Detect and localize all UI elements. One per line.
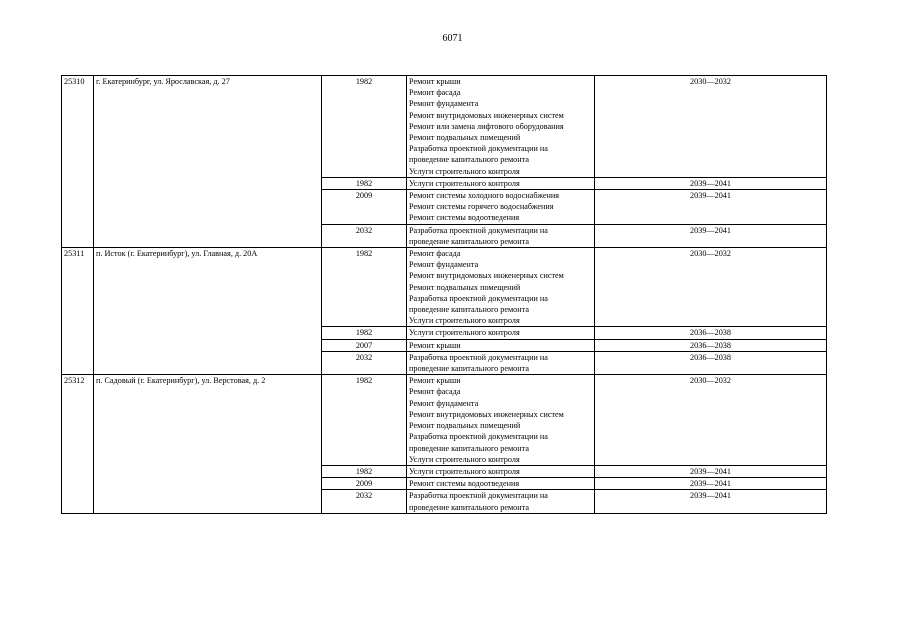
work-item: проведение капитального ремонта — [409, 155, 529, 165]
work-item: Ремонт фасада — [409, 249, 461, 259]
work-item: Разработка проектной документации на — [409, 293, 548, 303]
work-item: проведение капитального ремонта — [409, 236, 529, 246]
table-row — [62, 375, 827, 466]
work-item: Разработка проектной документации на — [409, 352, 548, 362]
year-cell: 1982 — [322, 76, 407, 178]
year-cell: 1982 — [322, 327, 407, 339]
works-cell — [407, 76, 595, 178]
work-item: Ремонт крыши — [409, 77, 461, 86]
work-item: Ремонт крыши — [409, 376, 461, 386]
record-address: п. Садовый (г. Екатеринбург), ул. Верстовая, д. 2 — [94, 375, 322, 513]
work-item: проведение капитального ремонта — [409, 443, 529, 453]
year-cell: 1982 — [322, 465, 407, 477]
year-cell: 2009 — [322, 478, 407, 490]
page-number: 6071 — [442, 33, 463, 44]
period-cell: 2039—2041 — [595, 190, 827, 225]
work-item: Услуги строительного контроля — [409, 316, 520, 326]
work-item: Разработка проектной документации на — [409, 491, 548, 501]
works-cell — [407, 490, 595, 513]
work-item: Ремонт подвальных помещений — [409, 133, 521, 143]
year-cell: 2032 — [322, 351, 407, 374]
table-row — [62, 76, 827, 178]
work-item: Услуги строительного контроля — [409, 454, 520, 464]
year-cell: 2007 — [322, 339, 407, 351]
year-cell: 1982 — [322, 177, 407, 189]
works-cell — [407, 327, 595, 339]
work-item: проведение капитального ремонта — [409, 502, 529, 512]
work-item: Ремонт фундамента — [409, 260, 479, 270]
work-item: Ремонт фасада — [409, 88, 461, 98]
table-row — [62, 248, 827, 327]
work-item: Ремонт системы горячего водоснабжения — [409, 202, 554, 212]
works-cell — [407, 465, 595, 477]
work-item: Ремонт внутридомовых инженерных систем — [409, 409, 564, 419]
period-cell: 2030—2032 — [595, 375, 827, 466]
work-item: Ремонт фундамента — [409, 99, 479, 109]
work-item: Ремонт внутридомовых инженерных систем — [409, 110, 564, 120]
works-cell — [407, 351, 595, 374]
works-cell — [407, 177, 595, 189]
work-item: Разработка проектной документации на — [409, 144, 548, 154]
period-cell: 2039—2041 — [595, 490, 827, 513]
work-item: Ремонт подвальных помещений — [409, 282, 521, 292]
work-item: Разработка проектной документации на — [409, 225, 548, 235]
period-cell: 2030—2032 — [595, 248, 827, 327]
work-item: Услуги строительного контроля — [409, 466, 520, 476]
record-id: 25310 — [62, 76, 94, 248]
period-cell: 2036—2038 — [595, 351, 827, 374]
work-item: Ремонт системы холодного водоснабжения — [409, 191, 560, 201]
works-cell — [407, 375, 595, 466]
repair-schedule-table — [61, 75, 827, 514]
work-item: Ремонт крыши — [409, 340, 461, 350]
year-cell: 1982 — [322, 248, 407, 327]
year-cell: 2009 — [322, 190, 407, 225]
record-address: п. Исток (г. Екатеринбург), ул. Главная, д. 20А — [94, 248, 322, 375]
work-item: Ремонт системы водоотведения — [409, 213, 520, 223]
works-cell — [407, 339, 595, 351]
work-item: Услуги строительного контроля — [409, 178, 520, 188]
work-item: Ремонт или замена лифтового оборудования — [409, 121, 564, 131]
period-cell: 2036—2038 — [595, 327, 827, 339]
period-cell: 2030—2032 — [595, 76, 827, 178]
work-item: проведение капитального ремонта — [409, 364, 529, 374]
work-item: Ремонт фасада — [409, 387, 461, 397]
work-item: Ремонт подвальных помещений — [409, 421, 521, 431]
year-cell: 1982 — [322, 375, 407, 466]
year-cell: 2032 — [322, 490, 407, 513]
work-item: Ремонт внутридомовых инженерных систем — [409, 271, 564, 281]
work-item: Разработка проектной документации на — [409, 432, 548, 442]
period-cell: 2039—2041 — [595, 478, 827, 490]
work-item: проведение капитального ремонта — [409, 305, 529, 315]
year-cell: 2032 — [322, 224, 407, 247]
works-cell — [407, 248, 595, 327]
record-id: 25311 — [62, 248, 94, 375]
period-cell: 2039—2041 — [595, 465, 827, 477]
works-cell — [407, 190, 595, 225]
work-item: Ремонт фундамента — [409, 398, 479, 408]
record-address: г. Екатеринбург, ул. Ярославская, д. 27 — [94, 76, 322, 248]
works-cell — [407, 478, 595, 490]
work-item: Услуги строительного контроля — [409, 166, 520, 176]
record-id: 25312 — [62, 375, 94, 513]
work-item: Ремонт системы водоотведения — [409, 479, 520, 489]
works-cell — [407, 224, 595, 247]
period-cell: 2036—2038 — [595, 339, 827, 351]
period-cell: 2039—2041 — [595, 177, 827, 189]
work-item: Услуги строительного контроля — [409, 328, 520, 338]
period-cell: 2039—2041 — [595, 224, 827, 247]
